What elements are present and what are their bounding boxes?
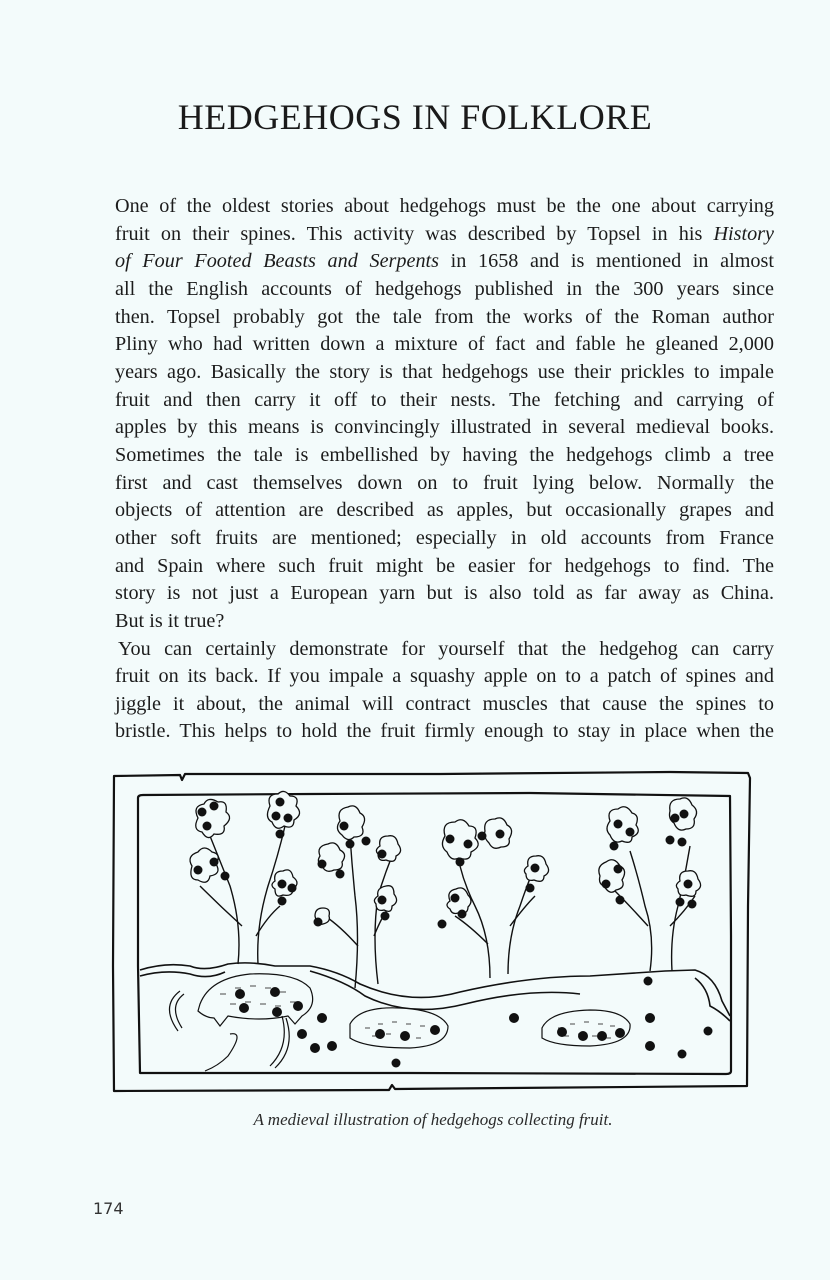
hedgehog-curled-2 bbox=[542, 1010, 630, 1046]
hedgehog-walking bbox=[198, 974, 313, 1026]
text-line bbox=[115, 248, 774, 276]
text-line: and Spain where such fruit might be easier for hedgehogs to find. The bbox=[115, 554, 774, 577]
text-line-paragraph-start: You can certainly demonstrate for yourself that the hedgehog can carry bbox=[118, 637, 774, 660]
text-line: all the English accounts of hedgehogs published in the 300 years since bbox=[115, 277, 774, 300]
page-number: 174 bbox=[93, 1199, 124, 1218]
book-title-fragment: of Four Footed Beasts and Serpents bbox=[115, 250, 440, 273]
text-line: Sometimes the tale is embellished by having the hedgehogs climb a tree bbox=[115, 443, 774, 466]
text-line: first and cast themselves down on to fruit lying below. Normally the bbox=[115, 471, 774, 494]
text-line: story is not just a European yarn but is also told as far away as China. bbox=[115, 582, 774, 605]
body-text bbox=[115, 193, 774, 746]
text-line: then. Topsel probably got the tale from the works of the Roman author bbox=[115, 305, 774, 328]
text-line: Pliny who had written down a mixture of fact and fable he gleaned 2,000 bbox=[115, 333, 774, 356]
page-title: HEDGEHOGS IN FOLKLORE bbox=[177, 97, 653, 137]
text-line: jiggle it about, the animal will contract muscles that cause the spines to bbox=[115, 692, 774, 715]
medieval-hedgehog-illustration bbox=[110, 766, 755, 1098]
text-line: bristle. This helps to hold the fruit firmly enough to stay in place when the bbox=[115, 720, 774, 743]
figure-caption: A medieval illustration of hedgehogs collecting fruit. bbox=[253, 1110, 613, 1129]
text-line: objects of attention are described as apples, but occasionally grapes and bbox=[115, 499, 774, 522]
text-line: fruit on its back. If you impale a squashy apple on to a patch of spines and bbox=[115, 665, 774, 688]
text-line bbox=[115, 221, 774, 249]
text-line: But is it true? bbox=[115, 609, 225, 632]
book-title-fragment: History bbox=[713, 222, 774, 245]
text-line: other soft fruits are mentioned; especially in old accounts from France bbox=[115, 526, 774, 549]
text-line: fruit and then carry it off to their nests. The fetching and carrying of bbox=[115, 388, 774, 411]
text-fragment: in 1658 and is mentioned in almost bbox=[439, 250, 774, 273]
text-line: One of the oldest stories about hedgehogs must be the one about carrying bbox=[115, 195, 774, 217]
text-fragment: fruit on their spines. This activity was described by Topsel in his bbox=[115, 222, 714, 245]
text-line: apples by this means is convincingly illustrated in several medieval books. bbox=[115, 416, 774, 439]
text-line: years ago. Basically the story is that hedgehogs use their prickles to impale bbox=[115, 360, 774, 383]
